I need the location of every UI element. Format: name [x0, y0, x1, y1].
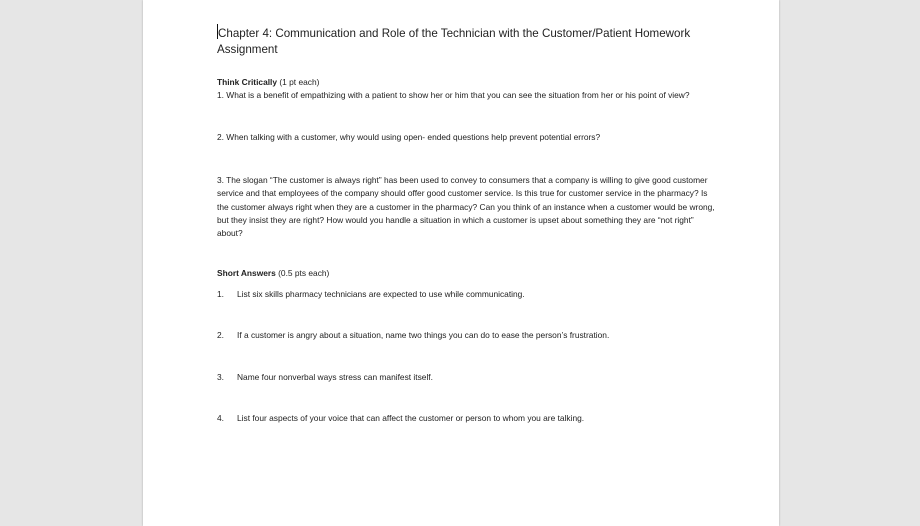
item-number: 4.	[217, 413, 224, 424]
item-text: List six skills pharmacy technicians are expected to use while communicating.	[237, 288, 525, 299]
question-1: 1. What is a benefit of empathizing with a patient to show her or him that you can see the situation from her or his point of view?	[217, 90, 690, 100]
item-text: Name four nonverbal ways stress can manifest itself.	[237, 371, 433, 382]
document-body[interactable]	[217, 24, 717, 425]
short-answer-item	[217, 371, 717, 384]
item-text: List four aspects of your voice that can affect the customer or person to whom you are talking.	[237, 413, 585, 424]
item-number: 1.	[217, 288, 224, 299]
document-page[interactable]	[143, 0, 779, 526]
think-critically-label: Think Critically	[217, 77, 278, 87]
short-answers-list	[217, 288, 717, 426]
think-critically-points: (1 pt each)	[279, 77, 320, 87]
question-2: 2. When talking with a customer, why would using open- ended questions help prevent potential errors?	[217, 132, 601, 143]
item-number: 2.	[217, 330, 224, 341]
question-3: 3. The slogan “The customer is always right” has been used to convey to consumers that a company is willing to give good customer service and that employees of the company should offer good customer service. Is this true for customer service in the pharmacy? Is the customer always right when they are a customer in the pharmacy? Can you think of an instance when a customer would be wrong, but they insist they are right? How would you handle a situation in which a customer is upset about something they are “not right” about?	[217, 174, 715, 239]
item-text: If a customer is angry about a situation, name two things you can do to ease the person’s frustration.	[237, 330, 610, 341]
short-answer-item	[217, 412, 717, 425]
short-answers-heading	[217, 267, 717, 279]
short-answers-label: Short Answers	[217, 267, 276, 278]
document-title-text: Chapter 4: Communication and Role of the Technician with the Customer/Patient Homework Assignment	[217, 27, 691, 56]
short-answer-item	[217, 288, 717, 301]
item-number: 3.	[217, 371, 224, 382]
think-critically-heading	[217, 76, 717, 88]
document-title	[217, 24, 717, 58]
short-answer-item	[217, 329, 717, 342]
short-answers-points: (0.5 pts each)	[278, 267, 330, 278]
